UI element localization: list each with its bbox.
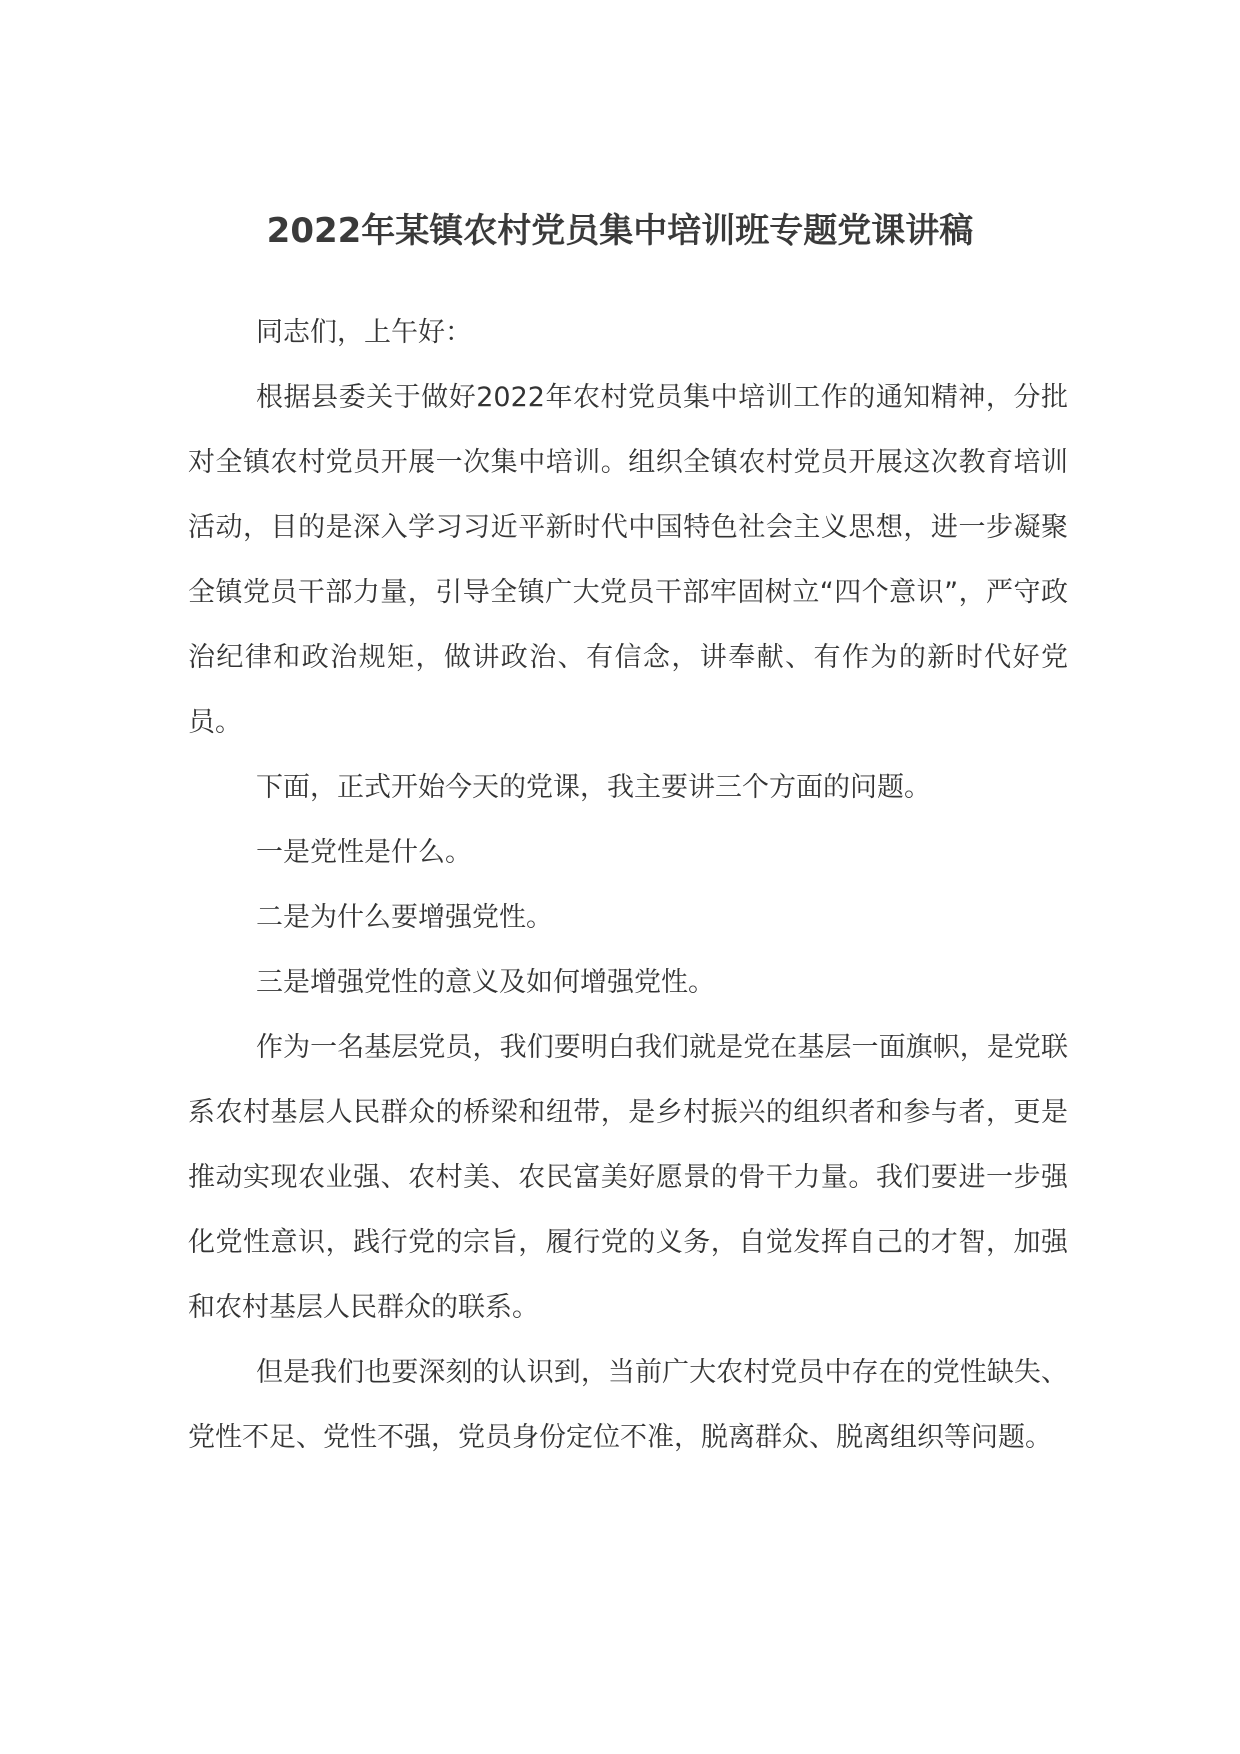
paragraph-point-two: 二是为什么要增强党性。 [256,902,553,933]
paragraph-role: 作为一名基层党员，我们要明白我们就是党在基层一面旗帜，是党联系农村基层人民群众的桥梁和纽带，是乡村振兴的组织者和参与者，更是推动实现农业强、农村美、农民富美好愿景的骨干力量。我们要进一步强化党性意识，践行党的宗旨，履行党的义务，自觉发挥自己的才智，加强和农村基层人民群众的联系。 [188,1032,1068,1323]
paragraph-problems: 但是我们也要深刻的认识到，当前广大农村党员中存在的党性缺失、党性不足、党性不强，党员身份定位不准，脱离群众、脱离组织等问题。 [188,1357,1068,1453]
paragraph-intro: 根据县委关于做好2022年农村党员集中培训工作的通知精神，分批对全镇农村党员开展一次集中培训。组织全镇农村党员开展这次教育培训活动，目的是深入学习习近平新时代中国特色社会主义思想，进一步凝聚全镇党员干部力量，引导全镇广大党员干部牢固树立“四个意识”，严守政治纪律和政治规矩，做讲政治、有信念，讲奉献、有作为的新时代好党员。 [188,382,1068,738]
paragraph-outline: 下面，正式开始今天的党课，我主要讲三个方面的问题。 [256,772,931,803]
paragraph-point-one: 一是党性是什么。 [256,837,472,868]
document-body [188,300,1068,1470]
paragraph-greeting: 同志们，上午好： [256,317,472,348]
paragraph-point-three: 三是增强党性的意义及如何增强党性。 [256,967,715,998]
document-title: 2022年某镇农村党员集中培训班专题党课讲稿 [266,211,974,251]
